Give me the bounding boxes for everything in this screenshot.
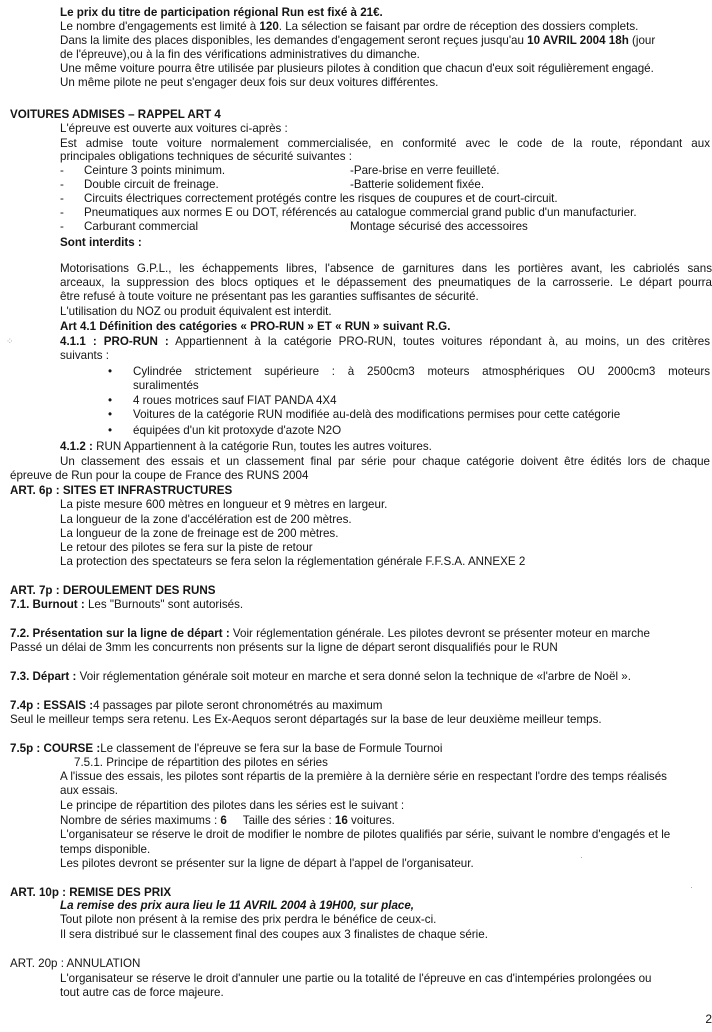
requirement-item: Double circuit de freinage. <box>84 178 219 191</box>
bullet-marker: • <box>108 408 113 421</box>
depart-line: 7.3. Départ : Voir réglementation générale soit moteur en marche et sera donné selon la technique de «l'arbre de Noël ». <box>10 670 631 683</box>
text-line: L'épreuve est ouverte aux voitures ci-après : <box>60 122 288 135</box>
text-line: aux essais. <box>60 784 118 797</box>
text-line: tout autre cas de force majeure. <box>60 986 224 999</box>
requirement-item: -Batterie solidement fixée. <box>350 178 485 191</box>
dash-marker: - <box>60 178 64 191</box>
scan-speck: · <box>580 852 583 862</box>
series-size-line: Nombre de séries maximums : 6 Taille des séries : 16 voitures. <box>60 814 395 827</box>
dash-marker: - <box>60 206 64 219</box>
requirement-item: Circuits électriques correctement protégés contre les risques de coupures et de court-circuit. <box>84 192 558 205</box>
bullet-item: Voitures de la catégorie RUN modifiée au-delà des modifications permises pour cette catégorie <box>133 408 621 421</box>
text-line: Il sera distribué sur le classement final des coupes aux 3 finalistes de chaque série. <box>60 928 488 941</box>
price-line: Le prix du titre de participation régional Run est fixé à 21€. <box>60 6 383 19</box>
text-line: Tout pilote non présent à la remise des prix perdra le bénéfice de ceux-ci. <box>60 913 437 926</box>
dash-marker: - <box>60 220 64 233</box>
section-heading-art7: ART. 7p : DEROULEMENT DES RUNS <box>10 584 216 597</box>
text-line: suivants : <box>60 349 109 362</box>
bullet-marker: • <box>108 365 113 378</box>
bullet-item-continuation: suralimentés <box>133 379 199 392</box>
text-line: Seul le meilleur temps sera retenu. Les Ex-Aequos seront départagés sur la base de leur deuxième meilleur temps. <box>10 713 602 726</box>
requirement-item: Carburant commercial <box>84 220 199 233</box>
requirement-item: Montage sécurisé des accessoires <box>350 220 528 233</box>
text-line: La piste mesure 600 mètres en longueur et 9 mètres en largeur. <box>60 498 388 511</box>
engagement-limit-line: Le nombre d'engagements est limité à 120. La sélection se faisant par ordre de réception des dossiers complets. <box>60 20 639 33</box>
prorun-definition: 4.1.1 : PRO-RUN : Appartiennent à la catégorie PRO-RUN, toutes voitures répondant à, au moins, un des critères <box>60 335 711 348</box>
text-line: arceaux, la suppression des blocs optiques et le dépassement des pneumatiques de la carrosserie. Le départ pourra <box>60 276 712 289</box>
text-line: Est admise toute voiture normalement commercialisée, en conformité avec le code de la route, répondant aux <box>60 137 710 150</box>
requirement-item: Pneumatiques aux normes E ou DOT, référencés au catalogue commercial grand public d'un manufacturier. <box>84 206 637 219</box>
presentation-line: 7.2. Présentation sur la ligne de départ : Voir réglementation générale. Les pilotes devront se présenter moteur en marche <box>10 627 650 640</box>
text-line: Le principe de répartition des pilotes dans les séries est le suivant : <box>60 799 405 812</box>
text-line: La longueur de la zone d'accélération est de 200 mètres. <box>60 513 352 526</box>
bullet-item: 4 roues motrices sauf FIAT PANDA 4X4 <box>133 394 337 407</box>
text-line: principales obligations techniques de sécurité suivantes : <box>60 150 352 163</box>
sont-interdits-heading: Sont interdits : <box>60 236 142 249</box>
dash-marker: - <box>60 192 64 205</box>
bullet-marker: • <box>108 394 113 407</box>
course-line: 7.5p : COURSE :Le classement de l'épreuve se fera sur la base de Formule Tournoi <box>10 742 443 755</box>
section-heading-art6: ART. 6p : SITES ET INFRASTRUCTURES <box>10 484 233 497</box>
text-line: L'organisateur se réserve le droit de modifier le nombre de pilotes qualifiés par série, suivant le nombre d'engagés et le <box>60 828 671 841</box>
section-heading-art41: Art 4.1 Définition des catégories « PRO-RUN » ET « RUN » suivant R.G. <box>60 320 451 333</box>
burnout-line: 7.1. Burnout : Les "Burnouts" sont autorisés. <box>10 598 244 611</box>
section-heading-art10: ART. 10p : REMISE DES PRIX <box>10 886 172 899</box>
text-line: Les pilotes devront se présenter sur la ligne de départ à l'appel de l'organisateur. <box>60 857 474 870</box>
bullet-item: Cylindrée strictement supérieure : à 2500cm3 moteurs atmosphériques OU 2000cm3 moteurs <box>133 365 710 378</box>
text-line: A l'issue des essais, les pilotes sont répartis de la première à la dernière série en respectant l'ordre des temps réalisés <box>60 770 667 783</box>
text-line: de l'épreuve),ou à la fin des vérifications administratives du dimanche. <box>60 48 420 61</box>
text-line: Un même pilote ne peut s'engager deux fois sur deux voitures différentes. <box>60 76 439 89</box>
text-line: La protection des spectateurs se fera selon la réglementation générale F.F.S.A. ANNEXE 2 <box>60 555 526 568</box>
scan-speck: · <box>690 882 693 892</box>
text-line: Motorisations G.P.L., les échappements libres, l'absence de garnitures dans les portières avant, les cabriolés sans <box>60 262 712 275</box>
requirement-item: Ceinture 3 points minimum. <box>84 164 226 177</box>
text-line: Passé un délai de 3mm les concurrents non présents sur la ligne de départ seront disqualifiés pour le RUN <box>10 641 558 654</box>
text-line: épreuve de Run pour la coupe de France des RUNS 2004 <box>10 469 309 482</box>
requirement-item: -Pare-brise en verre feuilleté. <box>350 164 500 177</box>
run-definition: 4.1.2 : RUN Appartiennent à la catégorie Run, toutes les autres voitures. <box>60 440 432 453</box>
text-line: L'organisateur se réserve le droit d'annuler une partie ou la totalité de l'épreuve en cas d'intempéries prolongées ou <box>60 972 652 985</box>
text-line: être refusé à toute voiture ne présentant pas les garanties suffisantes de sécurité. <box>60 290 479 303</box>
page-number: 2 <box>705 1012 712 1026</box>
section-heading-voitures: VOITURES ADMISES – RAPPEL ART 4 <box>10 108 221 121</box>
text-line: L'utilisation du NOZ ou produit équivalent est interdit. <box>60 305 332 318</box>
bullet-item: équipées d'un kit protoxyde d'azote N2O <box>133 424 342 437</box>
prize-date-line: La remise des prix aura lieu le 11 AVRIL 2004 à 19H00, sur place, <box>60 899 415 912</box>
text-line: Le retour des pilotes se fera sur la piste de retour <box>60 541 313 554</box>
text-line: Une même voiture pourra être utilisée par plusieurs pilotes à condition que chacun d'eux soit régulièrement engagé. <box>60 62 654 75</box>
deadline-line: Dans la limite des places disponibles, les demandes d'engagement seront reçues jusqu'au 10 AVRIL 2004 18h (jour <box>60 34 656 47</box>
scan-speck: ⁘ <box>6 336 14 346</box>
section-heading-art20: ART. 20p : ANNULATION <box>10 957 141 970</box>
bullet-marker: • <box>108 424 113 437</box>
dash-marker: - <box>60 164 64 177</box>
essais-line: 7.4p : ESSAIS :4 passages par pilote seront chronométrés au maximum <box>10 699 383 712</box>
text-line: temps disponible. <box>60 843 151 856</box>
text-line: La longueur de la zone de freinage est de 200 mètres. <box>60 527 339 540</box>
text-line: Un classement des essais et un classement final par série pour chaque catégorie doivent être édités lors de chaque <box>60 455 710 468</box>
subsection-751: 7.5.1. Principe de répartition des pilotes en séries <box>74 756 328 769</box>
